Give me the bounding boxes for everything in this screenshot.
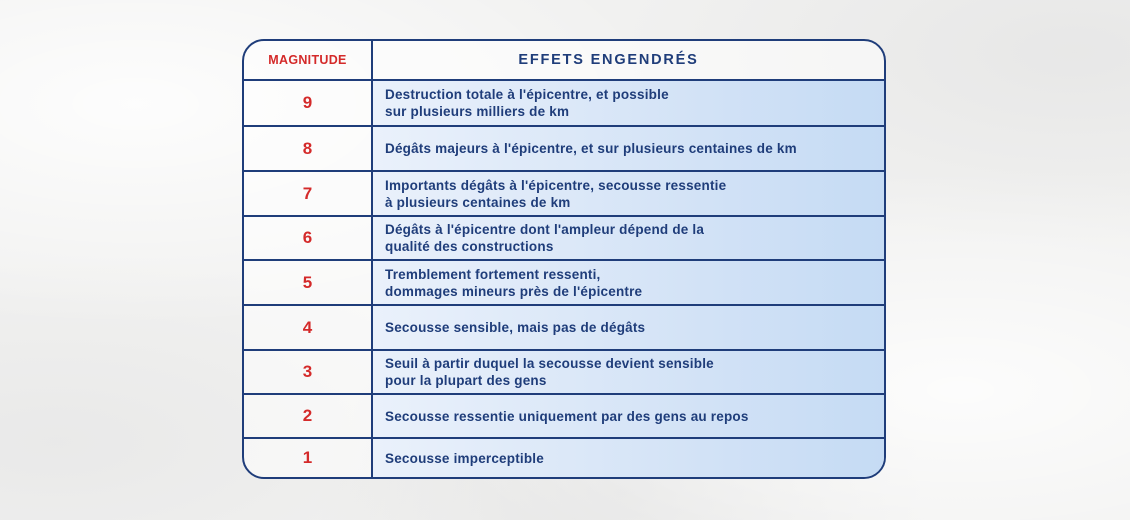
table-body bbox=[244, 81, 884, 477]
table-row bbox=[244, 395, 884, 439]
magnitude-value: 1 bbox=[302, 448, 313, 467]
table-row bbox=[244, 127, 884, 172]
effect-description: Importants dégâts à l'épicentre, secousse ressentie à plusieurs centaines de km bbox=[373, 172, 884, 215]
magnitude-value: 6 bbox=[302, 228, 313, 247]
magnitude-value: 4 bbox=[302, 317, 313, 337]
header-effects: EFFETS ENGENDRÉS bbox=[518, 52, 699, 68]
magnitude-value: 3 bbox=[302, 362, 313, 381]
magnitude-value: 9 bbox=[302, 93, 313, 112]
table-header bbox=[244, 41, 884, 81]
effect-description: Secousse ressentie uniquement par des gens au repos bbox=[373, 395, 884, 437]
magnitude-table bbox=[242, 39, 886, 479]
effect-description: Tremblement fortement ressenti, dommages mineurs près de l'épicentre bbox=[373, 261, 884, 304]
column-divider bbox=[371, 41, 373, 477]
magnitude-value: 7 bbox=[302, 183, 313, 203]
effect-description: Dégâts majeurs à l'épicentre, et sur plusieurs centaines de km bbox=[373, 127, 884, 170]
table-row bbox=[244, 439, 884, 477]
table-row bbox=[244, 351, 884, 395]
magnitude-value: 5 bbox=[302, 272, 313, 292]
table-row bbox=[244, 172, 884, 217]
effect-description: Seuil à partir duquel la secousse devient sensible pour la plupart des gens bbox=[373, 351, 884, 393]
table-row bbox=[244, 261, 884, 306]
table-row bbox=[244, 306, 884, 351]
magnitude-value: 8 bbox=[302, 138, 313, 158]
table-row bbox=[244, 81, 884, 127]
effect-description: Secousse sensible, mais pas de dégâts bbox=[373, 306, 884, 349]
table-row bbox=[244, 217, 884, 261]
effect-description: Secousse imperceptible bbox=[373, 439, 884, 477]
effect-description: Destruction totale à l'épicentre, et possible sur plusieurs milliers de km bbox=[373, 81, 884, 125]
effect-description: Dégâts à l'épicentre dont l'ampleur dépend de la qualité des constructions bbox=[373, 217, 884, 259]
magnitude-value: 2 bbox=[302, 406, 313, 425]
header-magnitude: MAGNITUDE bbox=[268, 53, 347, 67]
